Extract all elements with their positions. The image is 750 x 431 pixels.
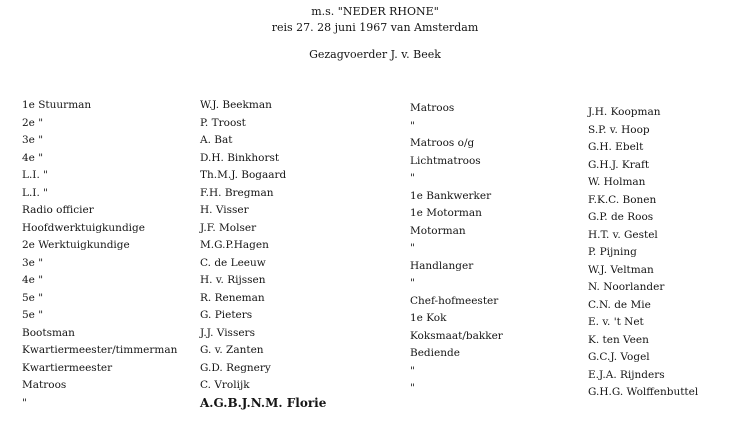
crew-name: W. Holman <box>588 176 646 188</box>
voyage-line: reis 27. 28 juni 1967 van Amsterdam <box>271 21 479 34</box>
crew-rank: 1e Stuurman <box>22 99 92 111</box>
left-rank-column <box>22 97 177 412</box>
crew-rank: Motorman <box>410 224 466 237</box>
crew-name: G.P. de Roos <box>588 211 654 223</box>
crew-name: Th.M.J. Bogaard <box>200 169 287 181</box>
ship-name: m.s. "NEDER RHONE" <box>311 5 439 18</box>
crew-name: N. Noorlander <box>588 281 665 293</box>
crew-name: J.F. Molser <box>200 221 257 234</box>
crew-rank: " <box>410 277 415 289</box>
crew-rank: L.I. " <box>22 186 48 199</box>
crew-name: C. Vrolijk <box>200 379 250 391</box>
left-name-column <box>200 97 326 412</box>
crew-rank: 5e " <box>22 291 44 304</box>
crew-name: H.T. v. Gestel <box>588 228 658 241</box>
crew-name: S.P. v. Hoop <box>588 123 650 136</box>
crew-rank: 4e " <box>22 274 44 286</box>
crew-rank: 5e " <box>22 309 44 321</box>
crew-name: W.J. Beekman <box>200 99 272 111</box>
crew-rank: Bootsman <box>22 326 75 339</box>
crew-name: P. Pijning <box>588 246 637 258</box>
crew-name: G.D. Regnery <box>200 361 271 374</box>
crew-rank: Kwartiermeester <box>22 361 113 374</box>
crew-name: K. ten Veen <box>588 333 649 346</box>
crew-rank: Lichtmatroos <box>410 154 481 167</box>
crew-name: H. v. Rijssen <box>200 274 266 286</box>
crew-rank: " <box>22 396 27 409</box>
crew-name: C.N. de Mie <box>588 298 651 311</box>
crew-rank: 3e " <box>22 256 44 269</box>
crew-rank: Handlanger <box>410 259 474 272</box>
crew-rank: 1e Kok <box>410 312 447 324</box>
crew-name: M.G.P.Hagen <box>200 239 269 251</box>
right-name-column <box>588 104 698 402</box>
crew-rank: L.I. " <box>22 169 48 181</box>
crew-rank: Bediende <box>410 347 460 359</box>
crew-rank: Chef-hofmeester <box>410 294 499 307</box>
crew-rank: " <box>410 242 415 254</box>
crew-name: H. Visser <box>200 204 249 216</box>
crew-rank: " <box>410 119 415 132</box>
crew-name: W.J. Veltman <box>588 263 654 276</box>
crew-name: G. v. Zanten <box>200 344 264 356</box>
crew-rank: 2e Werktuigkundige <box>22 239 130 251</box>
crew-rank: Matroos o/g <box>410 137 475 149</box>
crew-name: R. Reneman <box>200 291 265 304</box>
crew-name: F.K.C. Bonen <box>588 193 657 206</box>
crew-rank: Koksmaat/bakker <box>410 329 503 342</box>
crew-name: A.G.B.J.N.M. Florie <box>200 395 327 410</box>
crew-name: G.C.J. Vogel <box>588 351 650 363</box>
crew-name: J.H. Koopman <box>588 106 661 118</box>
crew-name: A. Bat <box>200 134 233 146</box>
crew-name: E.J.A. Rijnders <box>588 368 665 381</box>
crew-rank: 1e Motorman <box>410 207 482 219</box>
crew-rank: Radio officier <box>22 204 94 216</box>
crew-rank: " <box>410 382 415 394</box>
crew-name: J.J. Vissers <box>200 326 255 339</box>
crew-name: D.H. Binkhorst <box>200 151 280 164</box>
crew-name: P. Troost <box>200 116 246 129</box>
right-rank-column <box>410 100 503 398</box>
crew-rank: 4e " <box>22 151 44 164</box>
crew-rank: 1e Bankwerker <box>410 189 492 202</box>
crew-rank: 2e " <box>22 116 44 129</box>
crew-rank: Hoofdwerktuigkundige <box>22 221 145 234</box>
crew-rank: 3e " <box>22 134 44 146</box>
crew-rank: Matroos <box>410 102 455 114</box>
crew-rank: Kwartiermeester/timmerman <box>22 344 178 356</box>
crew-name: C. de Leeuw <box>200 256 266 269</box>
crew-rank: " <box>410 364 415 377</box>
crew-name: G.H.J. Kraft <box>588 158 650 171</box>
crew-name: G.H.G. Wolffenbuttel <box>588 386 699 398</box>
captain-line: Gezagvoerder J. v. Beek <box>309 48 441 61</box>
crew-name: F.H. Bregman <box>200 186 274 199</box>
crew-rank: Matroos <box>22 379 67 391</box>
crew-name: G.H. Ebelt <box>588 141 644 153</box>
crew-name: G. Pieters <box>200 309 253 321</box>
crew-name: E. v. 't Net <box>588 316 644 328</box>
crew-rank: " <box>410 172 415 184</box>
